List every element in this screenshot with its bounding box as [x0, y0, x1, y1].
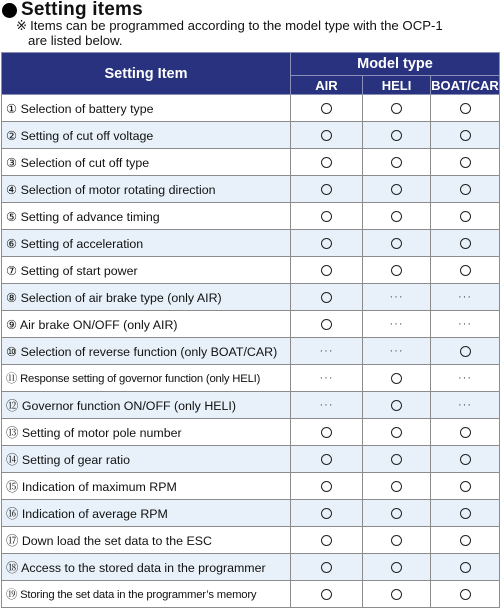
table-row	[2, 473, 500, 500]
setting-item-cell	[2, 527, 291, 554]
cell-air	[291, 392, 363, 419]
table-row	[2, 122, 500, 149]
not-applicable-mark: ···	[458, 318, 472, 330]
table-row	[2, 527, 500, 554]
cell-air	[291, 176, 363, 203]
item-label: Air brake ON/OFF (only AIR)	[19, 317, 178, 332]
item-label: Selection of battery type	[20, 101, 154, 116]
header-boat-car: BOAT/CAR	[431, 77, 499, 93]
setting-item-cell	[2, 203, 291, 230]
item-number: ③	[6, 155, 18, 170]
cell-boat-car	[431, 284, 500, 311]
setting-item-cell	[2, 581, 291, 608]
setting-item-cell	[2, 257, 291, 284]
table-row	[2, 392, 500, 419]
table-row	[2, 446, 500, 473]
item-label: Governor function ON/OFF (only HELI)	[21, 399, 236, 413]
item-number: ④	[6, 182, 18, 197]
cell-heli	[363, 149, 431, 176]
setting-item-cell	[2, 419, 291, 446]
setting-item-cell	[2, 500, 291, 527]
table-row	[2, 500, 500, 527]
supported-circle-icon	[460, 346, 471, 357]
supported-circle-icon	[321, 130, 332, 141]
item-label: Indication of maximum RPM	[21, 480, 177, 494]
item-number: ⑰	[6, 534, 19, 548]
cell-heli	[363, 554, 431, 581]
item-label: Selection of reverse function (only BOAT/CAR)	[20, 344, 278, 359]
item-number: ⑥	[6, 236, 18, 251]
supported-circle-icon	[391, 481, 402, 492]
item-label: Setting of acceleration	[20, 236, 144, 251]
not-applicable-mark: ···	[389, 345, 404, 357]
supported-circle-icon	[460, 508, 471, 519]
cell-boat-car	[431, 338, 500, 365]
intro-note	[16, 19, 498, 48]
table-row	[2, 230, 500, 257]
supported-circle-icon	[460, 184, 471, 195]
section-title-text: Setting items	[21, 0, 143, 20]
table-row	[2, 554, 500, 581]
supported-circle-icon	[321, 103, 332, 114]
not-applicable-mark: ···	[319, 399, 334, 411]
cell-boat-car	[431, 473, 500, 500]
supported-circle-icon	[321, 265, 332, 276]
supported-circle-icon	[460, 535, 471, 546]
item-number: ⑨	[6, 317, 18, 332]
cell-air	[291, 554, 363, 581]
supported-circle-icon	[391, 238, 402, 249]
item-label: Setting of gear ratio	[21, 453, 130, 467]
setting-item-cell	[2, 473, 291, 500]
item-label: Selection of motor rotating direction	[20, 182, 216, 197]
cell-heli	[363, 581, 431, 608]
item-number: ⑲	[6, 589, 18, 601]
supported-circle-icon	[321, 238, 332, 249]
cell-heli	[363, 365, 431, 392]
cell-air	[291, 284, 363, 311]
cell-heli	[363, 176, 431, 203]
cell-boat-car	[431, 176, 500, 203]
cell-air	[291, 311, 363, 338]
cell-boat-car	[431, 257, 500, 284]
supported-circle-icon	[460, 157, 471, 168]
cell-boat-car	[431, 419, 500, 446]
table-row	[2, 311, 500, 338]
cell-air	[291, 581, 363, 608]
cell-air	[291, 122, 363, 149]
cell-heli	[363, 419, 431, 446]
supported-circle-icon	[391, 265, 402, 276]
table-row	[2, 581, 500, 608]
cell-heli	[363, 446, 431, 473]
item-number: ⑭	[6, 453, 19, 467]
cell-heli	[363, 257, 431, 284]
supported-circle-icon	[391, 157, 402, 168]
cell-heli	[363, 203, 431, 230]
setting-item-cell	[2, 284, 291, 311]
item-label: Indication of average RPM	[21, 507, 168, 521]
item-label: Down load the set data to the ESC	[21, 534, 212, 548]
supported-circle-icon	[321, 481, 332, 492]
cell-air	[291, 446, 363, 473]
supported-circle-icon	[321, 454, 332, 465]
table-row	[2, 419, 500, 446]
supported-circle-icon	[391, 454, 402, 465]
item-number: ⑩	[6, 344, 18, 359]
cell-heli	[363, 392, 431, 419]
not-applicable-mark: ···	[458, 372, 472, 384]
item-number: ⑯	[6, 507, 19, 521]
supported-circle-icon	[321, 535, 332, 546]
item-label: Selection of cut off type	[20, 155, 150, 170]
note-symbol: ※	[16, 18, 28, 33]
supported-circle-icon	[321, 427, 332, 438]
cell-air	[291, 419, 363, 446]
not-applicable-mark: ···	[389, 291, 404, 303]
item-label: Selection of air brake type (only AIR)	[20, 290, 222, 305]
note-line-2: are listed below.	[28, 32, 123, 48]
header-heli: HELI	[363, 76, 431, 95]
supported-circle-icon	[391, 211, 402, 222]
item-label: Setting of cut off voltage	[20, 128, 154, 143]
cell-air	[291, 230, 363, 257]
note-line-1: Items can be programmed according to the model type with the OCP-1	[30, 18, 443, 33]
supported-circle-icon	[391, 373, 402, 384]
cell-air	[291, 95, 363, 122]
setting-item-cell	[2, 392, 291, 419]
supported-circle-icon	[321, 184, 332, 195]
supported-circle-icon	[391, 184, 402, 195]
section-title	[2, 0, 143, 20]
supported-circle-icon	[321, 319, 332, 330]
item-number: ⑦	[6, 263, 18, 278]
item-number: ⑤	[6, 209, 18, 224]
item-number: ②	[6, 128, 18, 143]
cell-heli	[363, 95, 431, 122]
item-number: ①	[6, 101, 18, 116]
cell-boat-car	[431, 527, 500, 554]
item-label: Setting of advance timing	[20, 209, 160, 224]
table-row	[2, 176, 500, 203]
supported-circle-icon	[321, 508, 332, 519]
supported-circle-icon	[321, 562, 332, 573]
cell-boat-car	[431, 203, 500, 230]
cell-boat-car	[431, 392, 500, 419]
item-number: ⑪	[6, 373, 18, 385]
cell-heli	[363, 311, 431, 338]
cell-heli	[363, 473, 431, 500]
setting-item-cell	[2, 446, 291, 473]
item-label: Setting of motor pole number	[21, 426, 182, 440]
setting-item-cell	[2, 149, 291, 176]
cell-heli	[363, 500, 431, 527]
item-number: ⑮	[6, 480, 19, 494]
supported-circle-icon	[460, 211, 471, 222]
cell-boat-car	[431, 581, 500, 608]
supported-circle-icon	[460, 103, 471, 114]
setting-item-cell	[2, 230, 291, 257]
setting-items-table	[1, 52, 500, 608]
setting-item-cell	[2, 95, 291, 122]
cell-air	[291, 473, 363, 500]
cell-heli	[363, 230, 431, 257]
cell-boat-car	[431, 446, 500, 473]
cell-boat-car	[431, 95, 500, 122]
supported-circle-icon	[460, 427, 471, 438]
table-row	[2, 338, 500, 365]
item-number: ⑬	[6, 426, 19, 440]
not-applicable-mark: ···	[458, 291, 472, 303]
cell-boat-car	[431, 311, 500, 338]
supported-circle-icon	[391, 103, 402, 114]
cell-air	[291, 149, 363, 176]
table-row	[2, 95, 500, 122]
cell-boat-car	[431, 122, 500, 149]
supported-circle-icon	[460, 562, 471, 573]
not-applicable-mark: ···	[458, 399, 472, 411]
not-applicable-mark: ···	[319, 372, 334, 384]
not-applicable-mark: ···	[389, 318, 404, 330]
header-model-type: Model type	[291, 53, 500, 76]
supported-circle-icon	[321, 157, 332, 168]
setting-item-cell	[2, 176, 291, 203]
cell-heli	[363, 122, 431, 149]
supported-circle-icon	[460, 238, 471, 249]
setting-item-cell	[2, 311, 291, 338]
supported-circle-icon	[391, 400, 402, 411]
cell-boat-car	[431, 365, 500, 392]
item-number: ⑱	[6, 561, 19, 575]
supported-circle-icon	[391, 130, 402, 141]
item-label: Storing the set data in the programmer’s memory	[20, 589, 257, 601]
supported-circle-icon	[460, 130, 471, 141]
supported-circle-icon	[391, 427, 402, 438]
item-number: ⑫	[6, 399, 19, 413]
cell-boat-car	[431, 500, 500, 527]
header-setting-item: Setting Item	[2, 53, 291, 95]
cell-boat-car	[431, 230, 500, 257]
supported-circle-icon	[460, 481, 471, 492]
item-label: Setting of start power	[20, 263, 138, 278]
cell-heli	[363, 338, 431, 365]
cell-air	[291, 203, 363, 230]
header-air: AIR	[291, 76, 363, 95]
cell-air	[291, 500, 363, 527]
supported-circle-icon	[460, 454, 471, 465]
table-row	[2, 203, 500, 230]
table-row	[2, 257, 500, 284]
cell-air	[291, 365, 363, 392]
cell-air	[291, 257, 363, 284]
item-number: ⑧	[6, 290, 18, 305]
supported-circle-icon	[321, 292, 332, 303]
cell-heli	[363, 284, 431, 311]
supported-circle-icon	[391, 508, 402, 519]
setting-item-cell	[2, 554, 291, 581]
cell-heli	[363, 527, 431, 554]
item-label: Response setting of governor function (only HELI)	[20, 373, 261, 385]
supported-circle-icon	[321, 211, 332, 222]
cell-boat-car	[431, 554, 500, 581]
supported-circle-icon	[460, 265, 471, 276]
supported-circle-icon	[391, 535, 402, 546]
table-row	[2, 284, 500, 311]
cell-boat-car	[431, 149, 500, 176]
setting-item-cell	[2, 365, 291, 392]
table-row	[2, 149, 500, 176]
supported-circle-icon	[391, 562, 402, 573]
item-label: Access to the stored data in the programmer	[21, 561, 266, 575]
setting-item-cell	[2, 122, 291, 149]
not-applicable-mark: ···	[319, 345, 334, 357]
cell-air	[291, 527, 363, 554]
table-row	[2, 365, 500, 392]
bullet-icon	[2, 3, 17, 18]
setting-item-cell	[2, 338, 291, 365]
cell-air	[291, 338, 363, 365]
